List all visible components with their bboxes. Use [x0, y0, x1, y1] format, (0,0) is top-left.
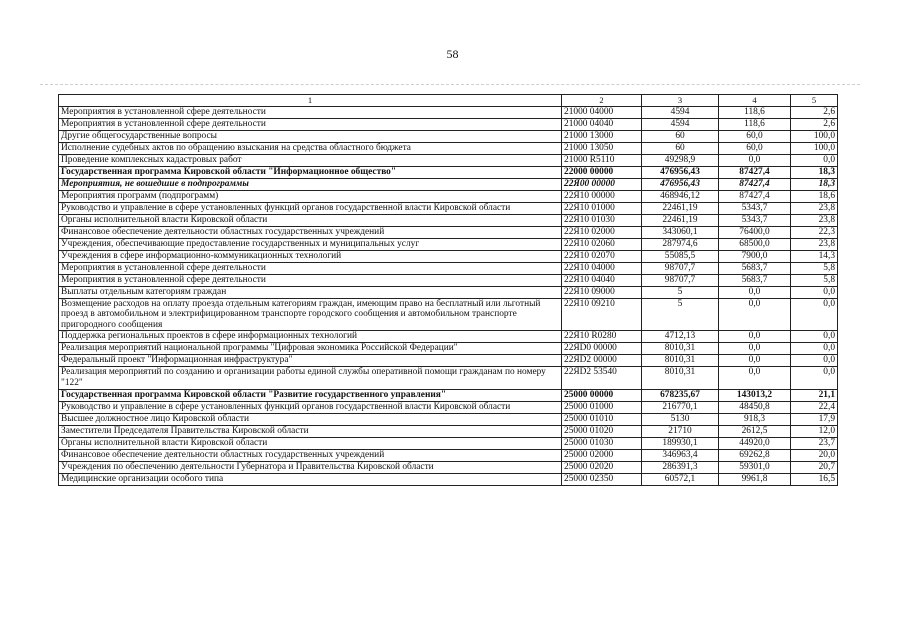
table-row [59, 238, 838, 250]
table-row [59, 178, 838, 190]
table-row [59, 461, 838, 473]
row-plan-amount-cell: 286391,3 [642, 461, 719, 473]
row-executed-amount-cell: 143013,2 [719, 389, 791, 401]
table-row [59, 331, 838, 343]
row-plan-amount-cell: 476956,43 [642, 178, 719, 190]
row-code-cell: 22Я10 04040 [562, 274, 642, 286]
row-name-cell: Проведение комплексных кадастровых работ [59, 154, 562, 166]
row-executed-amount-cell: 60,0 [719, 130, 791, 142]
row-percent-cell: 14,3 [791, 250, 838, 262]
table-row [59, 437, 838, 449]
row-percent-cell: 0,0 [791, 355, 838, 367]
row-plan-amount-cell: 8010,31 [642, 367, 719, 389]
row-executed-amount-cell: 69262,8 [719, 449, 791, 461]
row-code-cell: 25000 00000 [562, 389, 642, 401]
row-name-cell: Мероприятия в установленной сфере деятельности [59, 262, 562, 274]
row-executed-amount-cell: 87427,4 [719, 178, 791, 190]
row-executed-amount-cell: 59301,0 [719, 461, 791, 473]
row-code-cell: 22ЯD2 53540 [562, 367, 642, 389]
row-executed-amount-cell: 0,0 [719, 331, 791, 343]
row-code-cell: 25000 01020 [562, 425, 642, 437]
row-executed-amount-cell: 5343,7 [719, 214, 791, 226]
row-code-cell: 21000 13050 [562, 142, 642, 154]
row-plan-amount-cell: 216770,1 [642, 401, 719, 413]
table-row [59, 166, 838, 178]
row-name-cell: Мероприятия в установленной сфере деятельности [59, 118, 562, 130]
row-name-cell: Финансовое обеспечение деятельности областных государственных учреждений [59, 226, 562, 238]
row-executed-amount-cell: 0,0 [719, 286, 791, 298]
row-name-cell: Возмещение расходов на оплату проезда отдельным категориям граждан, имеющим право на бесплатный или льготный проезд в автомобильном и электрифицированном транспорте городского сообщения и автомобильном транспорте пригородного сообщения [59, 298, 562, 331]
row-plan-amount-cell: 4594 [642, 118, 719, 130]
row-executed-amount-cell: 44920,0 [719, 437, 791, 449]
row-percent-cell: 0,0 [791, 286, 838, 298]
table-row [59, 389, 838, 401]
row-plan-amount-cell: 60 [642, 142, 719, 154]
row-plan-amount-cell: 346963,4 [642, 449, 719, 461]
row-name-cell: Мероприятия в установленной сфере деятельности [59, 106, 562, 118]
table-row [59, 118, 838, 130]
table-row [59, 355, 838, 367]
row-percent-cell: 18,3 [791, 166, 838, 178]
row-percent-cell: 18,3 [791, 178, 838, 190]
column-header-code: 2 [562, 95, 642, 107]
row-executed-amount-cell: 0,0 [719, 298, 791, 331]
row-executed-amount-cell: 0,0 [719, 343, 791, 355]
row-percent-cell: 23,8 [791, 202, 838, 214]
table-row [59, 413, 838, 425]
column-header-plan: 3 [642, 95, 719, 107]
row-percent-cell: 0,0 [791, 343, 838, 355]
row-executed-amount-cell: 76400,0 [719, 226, 791, 238]
row-percent-cell: 21,1 [791, 389, 838, 401]
row-plan-amount-cell: 5 [642, 298, 719, 331]
column-header-name: 1 [59, 95, 562, 107]
row-code-cell: 22Я10 02070 [562, 250, 642, 262]
row-code-cell: 21000 13000 [562, 130, 642, 142]
scan-artifact-line [40, 84, 860, 85]
row-percent-cell: 5,8 [791, 262, 838, 274]
row-plan-amount-cell: 468946,12 [642, 190, 719, 202]
row-executed-amount-cell: 118,6 [719, 118, 791, 130]
row-plan-amount-cell: 49298,9 [642, 154, 719, 166]
row-code-cell: 25000 02020 [562, 461, 642, 473]
row-executed-amount-cell: 2612,5 [719, 425, 791, 437]
row-percent-cell: 22,3 [791, 226, 838, 238]
row-code-cell: 25000 02000 [562, 449, 642, 461]
row-code-cell: 22ЯD2 00000 [562, 355, 642, 367]
table-row [59, 154, 838, 166]
row-plan-amount-cell: 189930,1 [642, 437, 719, 449]
row-executed-amount-cell: 87427,4 [719, 190, 791, 202]
row-percent-cell: 2,6 [791, 118, 838, 130]
table-row [59, 250, 838, 262]
row-executed-amount-cell: 60,0 [719, 142, 791, 154]
row-executed-amount-cell: 5343,7 [719, 202, 791, 214]
table-row [59, 214, 838, 226]
table-row [59, 226, 838, 238]
row-plan-amount-cell: 60 [642, 130, 719, 142]
row-percent-cell: 17,9 [791, 413, 838, 425]
row-name-cell: Исполнение судебных актов по обращению взыскания на средства областного бюджета [59, 142, 562, 154]
column-header-percent: 5 [791, 95, 838, 107]
row-plan-amount-cell: 21710 [642, 425, 719, 437]
row-percent-cell: 20,0 [791, 449, 838, 461]
table-row [59, 190, 838, 202]
table-row [59, 130, 838, 142]
row-plan-amount-cell: 343060,1 [642, 226, 719, 238]
row-name-cell: Медицинские организации особого типа [59, 473, 562, 485]
row-name-cell: Федеральный проект "Информационная инфраструктура" [59, 355, 562, 367]
row-name-cell: Государственная программа Кировской области "Информационное общество" [59, 166, 562, 178]
row-percent-cell: 16,5 [791, 473, 838, 485]
row-percent-cell: 0,0 [791, 367, 838, 389]
row-plan-amount-cell: 8010,31 [642, 355, 719, 367]
row-name-cell: Руководство и управление в сфере установленных функций органов государственной власти Кировской области [59, 401, 562, 413]
row-code-cell: 21000 04040 [562, 118, 642, 130]
row-executed-amount-cell: 48450,8 [719, 401, 791, 413]
row-name-cell: Органы исполнительной власти Кировской области [59, 214, 562, 226]
row-percent-cell: 23,7 [791, 437, 838, 449]
table-row [59, 425, 838, 437]
row-plan-amount-cell: 22461,19 [642, 202, 719, 214]
row-code-cell: 22Я10 02060 [562, 238, 642, 250]
row-name-cell: Мероприятия в установленной сфере деятельности [59, 274, 562, 286]
row-percent-cell: 18,6 [791, 190, 838, 202]
row-code-cell: 22000 00000 [562, 166, 642, 178]
row-code-cell: 22Я00 00000 [562, 178, 642, 190]
table-row [59, 274, 838, 286]
row-executed-amount-cell: 0,0 [719, 367, 791, 389]
row-percent-cell: 0,0 [791, 331, 838, 343]
row-code-cell: 25000 02350 [562, 473, 642, 485]
row-plan-amount-cell: 98707,7 [642, 262, 719, 274]
row-name-cell: Учреждения в сфере информационно-коммуникационных технологий [59, 250, 562, 262]
table-row [59, 106, 838, 118]
row-code-cell: 22Я10 02000 [562, 226, 642, 238]
row-name-cell: Государственная программа Кировской области "Развитие государственного управления" [59, 389, 562, 401]
row-name-cell: Учреждения по обеспечению деятельности Губернатора и Правительства Кировской области [59, 461, 562, 473]
row-executed-amount-cell: 0,0 [719, 154, 791, 166]
row-code-cell: 22Я10 09210 [562, 298, 642, 331]
budget-table [58, 94, 838, 486]
row-executed-amount-cell: 5683,7 [719, 262, 791, 274]
table-row [59, 401, 838, 413]
row-plan-amount-cell: 5 [642, 286, 719, 298]
row-executed-amount-cell: 918,3 [719, 413, 791, 425]
row-percent-cell: 22,4 [791, 401, 838, 413]
row-code-cell: 21000 04000 [562, 106, 642, 118]
row-percent-cell: 23,8 [791, 238, 838, 250]
row-name-cell: Руководство и управление в сфере установленных функций органов государственной власти Кировской области [59, 202, 562, 214]
row-percent-cell: 23,8 [791, 214, 838, 226]
row-percent-cell: 20,7 [791, 461, 838, 473]
row-plan-amount-cell: 287974,6 [642, 238, 719, 250]
row-plan-amount-cell: 5130 [642, 413, 719, 425]
row-plan-amount-cell: 4594 [642, 106, 719, 118]
table-row [59, 298, 838, 331]
row-executed-amount-cell: 87427,4 [719, 166, 791, 178]
row-plan-amount-cell: 22461,19 [642, 214, 719, 226]
row-code-cell: 22Я10 09000 [562, 286, 642, 298]
table-row [59, 343, 838, 355]
row-code-cell: 22Я10 01000 [562, 202, 642, 214]
row-name-cell: Заместители Председателя Правительства Кировской области [59, 425, 562, 437]
budget-table-body [59, 95, 838, 486]
row-executed-amount-cell: 68500,0 [719, 238, 791, 250]
row-executed-amount-cell: 118,6 [719, 106, 791, 118]
row-plan-amount-cell: 476956,43 [642, 166, 719, 178]
table-row [59, 367, 838, 389]
row-plan-amount-cell: 60572,1 [642, 473, 719, 485]
row-plan-amount-cell: 98707,7 [642, 274, 719, 286]
row-plan-amount-cell: 678235,67 [642, 389, 719, 401]
row-name-cell: Другие общегосударственные вопросы [59, 130, 562, 142]
row-percent-cell: 0,0 [791, 154, 838, 166]
row-percent-cell: 100,0 [791, 142, 838, 154]
table-row [59, 142, 838, 154]
row-percent-cell: 100,0 [791, 130, 838, 142]
row-code-cell: 22ЯD0 00000 [562, 343, 642, 355]
row-name-cell: Мероприятия программ (подпрограмм) [59, 190, 562, 202]
table-row [59, 286, 838, 298]
row-executed-amount-cell: 0,0 [719, 355, 791, 367]
row-plan-amount-cell: 8010,31 [642, 343, 719, 355]
row-executed-amount-cell: 5683,7 [719, 274, 791, 286]
row-name-cell: Поддержка региональных проектов в сфере информационных технологий [59, 331, 562, 343]
row-name-cell: Реализация мероприятий национальной программы "Цифровая экономика Российской Федерации" [59, 343, 562, 355]
row-code-cell: 22Я10 01030 [562, 214, 642, 226]
row-executed-amount-cell: 9961,8 [719, 473, 791, 485]
row-percent-cell: 0,0 [791, 298, 838, 331]
row-name-cell: Финансовое обеспечение деятельности областных государственных учреждений [59, 449, 562, 461]
page-number: 58 [446, 47, 459, 61]
row-percent-cell: 5,8 [791, 274, 838, 286]
column-header-executed: 4 [719, 95, 791, 107]
row-name-cell: Органы исполнительной власти Кировской области [59, 437, 562, 449]
row-plan-amount-cell: 55085,5 [642, 250, 719, 262]
row-name-cell: Мероприятия, не вошедшие в подпрограммы [59, 178, 562, 190]
row-executed-amount-cell: 7900,0 [719, 250, 791, 262]
row-name-cell: Выплаты отдельным категориям граждан [59, 286, 562, 298]
row-percent-cell: 12,0 [791, 425, 838, 437]
table-row [59, 449, 838, 461]
row-percent-cell: 2,6 [791, 106, 838, 118]
row-code-cell: 25000 01000 [562, 401, 642, 413]
row-code-cell: 21000 R5110 [562, 154, 642, 166]
row-code-cell: 22Я10 04000 [562, 262, 642, 274]
row-name-cell: Высшее должностное лицо Кировской области [59, 413, 562, 425]
row-code-cell: 25000 01030 [562, 437, 642, 449]
row-name-cell: Реализация мероприятий по созданию и организации работы единой службы оперативной помощи гражданам по номеру "122" [59, 367, 562, 389]
column-number-header [59, 95, 838, 107]
row-code-cell: 22Я10 00000 [562, 190, 642, 202]
table-row [59, 262, 838, 274]
row-plan-amount-cell: 4712,13 [642, 331, 719, 343]
table-row [59, 473, 838, 485]
table-row [59, 202, 838, 214]
row-code-cell: 25000 01010 [562, 413, 642, 425]
row-name-cell: Учреждения, обеспечивающие предоставление государственных и муниципальных услуг [59, 238, 562, 250]
row-code-cell: 22Я10 R0280 [562, 331, 642, 343]
